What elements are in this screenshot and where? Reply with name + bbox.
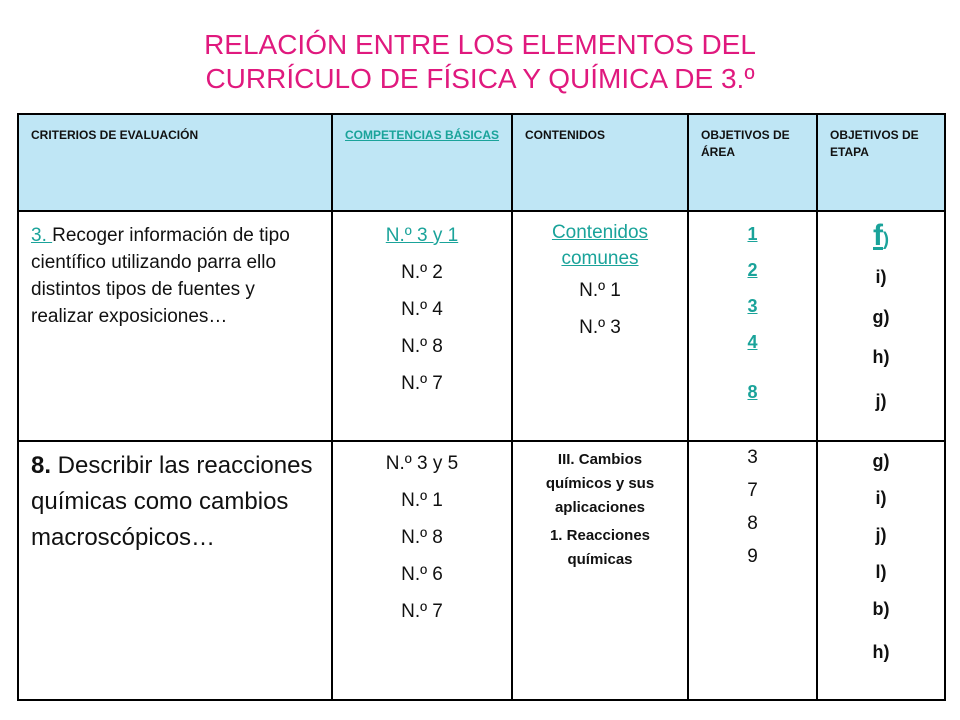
objetivo-area-link[interactable]: 3 bbox=[747, 296, 758, 316]
curriculum-table bbox=[17, 113, 946, 701]
objetivo-etapa-item: j) bbox=[875, 391, 887, 411]
contenidos-block: III. Cambios químicos y sus aplicaciones bbox=[545, 451, 655, 516]
objetivo-area-link[interactable]: 8 bbox=[747, 382, 758, 402]
header-competencias bbox=[332, 114, 512, 211]
table-row bbox=[18, 211, 945, 441]
competencia-item: N.º 8 bbox=[401, 336, 443, 357]
contenidos-subitem: 1. Reacciones químicas bbox=[549, 527, 651, 568]
objetivo-etapa-letter: f bbox=[873, 219, 883, 252]
objetivos-etapa-cell bbox=[817, 441, 945, 700]
objetivo-area-item: 8 bbox=[747, 513, 758, 534]
objetivo-etapa-item: j) bbox=[875, 525, 887, 545]
objetivo-area-link[interactable]: 2 bbox=[747, 260, 758, 280]
objetivo-etapa-item: i) bbox=[875, 488, 887, 508]
contenidos-cell bbox=[512, 441, 688, 700]
header-objetivos-etapa: OBJETIVOS DE ETAPA bbox=[817, 114, 945, 211]
header-row bbox=[18, 114, 945, 211]
criterio-cell bbox=[18, 211, 332, 441]
contenido-item: N.º 3 bbox=[579, 317, 621, 338]
objetivo-etapa-item: l) bbox=[875, 562, 887, 582]
criterio-text: Describir las reacciones químicas como cambios macroscópicos… bbox=[31, 452, 313, 551]
objetivo-etapa-item: b) bbox=[872, 599, 890, 619]
objetivo-area-item: 7 bbox=[747, 480, 758, 501]
criterio-cell bbox=[18, 441, 332, 700]
table-row bbox=[18, 441, 945, 700]
objetivo-area-link[interactable]: 1 bbox=[747, 224, 758, 244]
objetivo-etapa-item: i) bbox=[875, 267, 887, 287]
contenidos-comunes-link[interactable]: Contenidos comunes bbox=[551, 222, 649, 269]
title-line-2: CURRÍCULO DE FÍSICA Y QUÍMICA DE 3.º bbox=[205, 63, 755, 94]
competencia-item: N.º 7 bbox=[401, 373, 443, 394]
header-objetivos-area: OBJETIVOS DE ÁREA bbox=[688, 114, 817, 211]
objetivo-etapa-link[interactable] bbox=[819, 218, 943, 257]
objetivos-area-cell bbox=[688, 441, 817, 700]
page-title bbox=[0, 28, 960, 96]
contenidos-cell bbox=[512, 211, 688, 441]
objetivo-etapa-suffix: ) bbox=[883, 229, 889, 249]
objetivo-etapa-item: g) bbox=[872, 307, 890, 327]
header-criterios: CRITERIOS DE EVALUACIÓN bbox=[18, 114, 332, 211]
competencia-item: N.º 4 bbox=[401, 299, 443, 320]
objetivo-etapa-item: h) bbox=[872, 642, 890, 662]
competencia-item: N.º 7 bbox=[401, 601, 443, 622]
header-contenidos: CONTENIDOS bbox=[512, 114, 688, 211]
competencia-item: N.º 2 bbox=[401, 262, 443, 283]
competencia-item: N.º 8 bbox=[401, 527, 443, 548]
competencia-item: N.º 6 bbox=[401, 564, 443, 585]
objetivos-etapa-cell bbox=[817, 211, 945, 441]
title-line-1: RELACIÓN ENTRE LOS ELEMENTOS DEL bbox=[204, 29, 756, 60]
criterio-text: Recoger información de tipo científico utilizando parra ello distintos tipos de fuentes y realizar exposiciones… bbox=[31, 225, 290, 327]
objetivo-area-item: 9 bbox=[747, 546, 758, 567]
criterio-number-link[interactable]: 3. bbox=[31, 225, 53, 246]
objetivo-area-link[interactable]: 4 bbox=[747, 332, 758, 352]
objetivo-etapa-item: h) bbox=[872, 347, 890, 367]
competencia-item: N.º 3 y 5 bbox=[385, 453, 459, 474]
objetivo-etapa-item: g) bbox=[872, 451, 890, 471]
competencia-item: N.º 1 bbox=[401, 490, 443, 511]
objetivos-area-cell bbox=[688, 211, 817, 441]
competencia-link[interactable]: N.º 3 y 1 bbox=[385, 225, 459, 246]
contenido-item: N.º 1 bbox=[579, 280, 621, 301]
competencias-cell bbox=[332, 211, 512, 441]
objetivo-area-item: 3 bbox=[747, 447, 758, 468]
competencias-link[interactable]: COMPETENCIAS BÁSICAS bbox=[345, 128, 500, 142]
competencias-cell bbox=[332, 441, 512, 700]
criterio-number: 8. bbox=[31, 452, 52, 479]
